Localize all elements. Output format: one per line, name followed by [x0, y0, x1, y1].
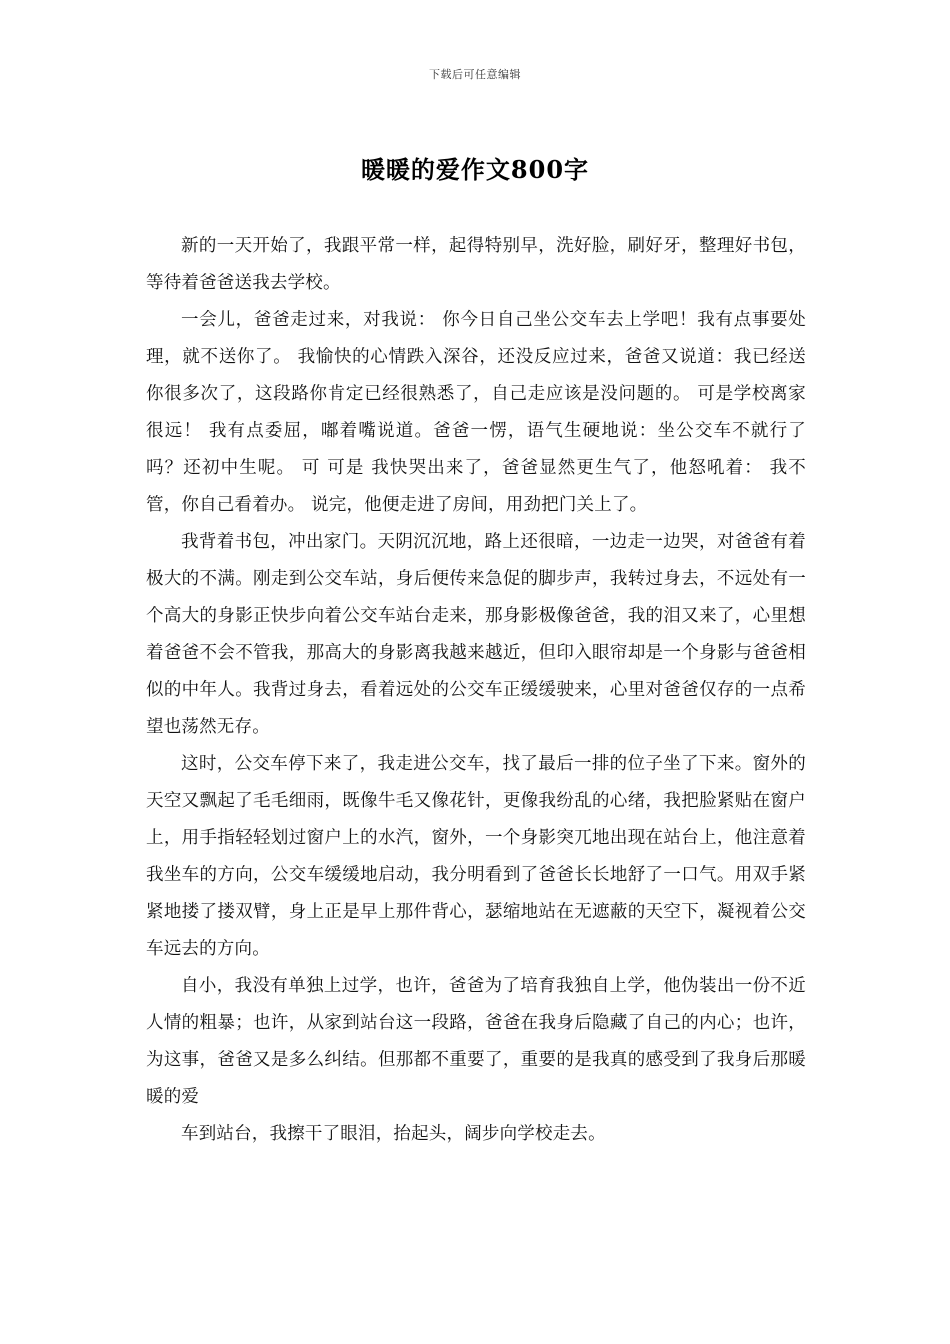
- paragraph-1: 新的一天开始了，我跟平常一样，起得特别早，洗好脸，刷好牙，整理好书包，等待着爸爸送我去学校。: [146, 236, 806, 293]
- document-body: [146, 228, 806, 1153]
- paragraph-6: 车到站台，我擦干了眼泪，抬起头，阔步向学校走去。: [181, 1124, 606, 1144]
- paragraph-2: 一会儿，爸爸走过来，对我说： 你今日自己坐公交车去上学吧！我有点事要处理，就不送你了。 我愉快的心情跌入深谷，还没反应过来，爸爸又说道：我已经送你很多次了，这段路你肯定已经很熟悉了，自己走应该是没问题的。 可是学校离家很远！ 我有点委屈，嘟着嘴说道。爸爸一愣，语气生硬地说：坐公交车不就行了吗？还初中生呢。 可 可是 我快哭出来了，爸爸显然更生气了，他怒吼着： 我不管，你自己看着办。 说完，他便走进了房间，用劲把门关上了。: [146, 310, 806, 515]
- paragraph-3: 我背着书包，冲出家门。天阴沉沉地，路上还很暗，一边走一边哭，对爸爸有着极大的不满。刚走到公交车站，身后便传来急促的脚步声，我转过身去，不远处有一个高大的身影正快步向着公交车站台走来，那身影极像爸爸，我的泪又来了，心里想着爸爸不会不管我，那高大的身影离我越来越近，但印入眼帘却是一个身影与爸爸相似的中年人。我背过身去，看着远处的公交车正缓缓驶来，心里对爸爸仅存的一点希望也荡然无存。: [146, 532, 806, 737]
- paragraph-4: 这时，公交车停下来了，我走进公交车，找了最后一排的位子坐了下来。窗外的天空又飘起了毛毛细雨，既像牛毛又像花针，更像我纷乱的心绪，我把脸紧贴在窗户上，用手指轻轻划过窗户上的水汽，窗外，一个身影突兀地出现在站台上，他注意着我坐车的方向，公交车缓缓地启动，我分明看到了爸爸长长地舒了一口气。用双手紧紧地搂了搂双臂，身上正是早上那件背心，瑟缩地站在无遮蔽的天空下，凝视着公交车远去的方向。: [146, 754, 806, 959]
- document-title: 暖暖的爱作文800字: [360, 155, 590, 184]
- header-note: 下载后可任意编辑: [429, 68, 521, 81]
- paragraph-5: 自小，我没有单独上过学，也许，爸爸为了培育我独自上学，他伪装出一份不近人情的粗暴；也许，从家到站台这一段路，爸爸在我身后隐藏了自己的内心；也许，为这事，爸爸又是多么纠结。但那都不重要了，重要的是我真的感受到了我身后那暖暖的爱: [146, 976, 806, 1107]
